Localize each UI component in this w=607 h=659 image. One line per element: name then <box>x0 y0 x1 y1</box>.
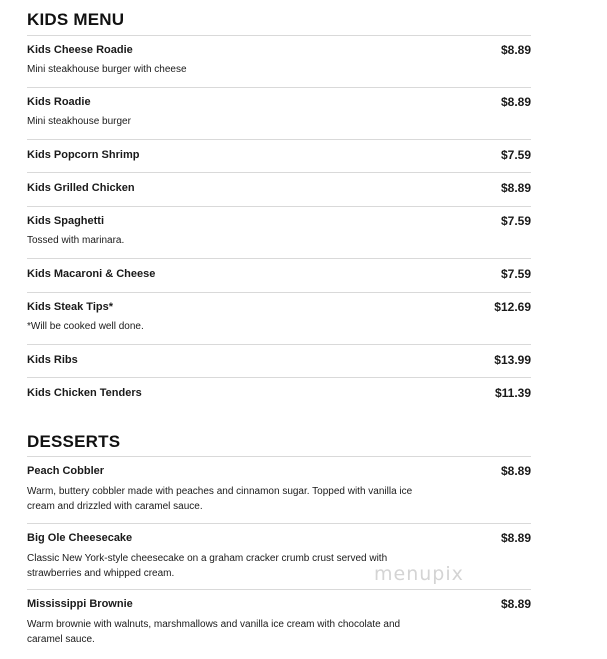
item-description: Classic New York-style cheesecake on a graham cracker crumb crust served with strawberries and whipped cream. <box>27 553 388 579</box>
menu-item <box>27 456 531 523</box>
menu-item <box>27 206 531 258</box>
item-price: $8.89 <box>500 95 531 109</box>
item-price: $7.59 <box>500 148 531 162</box>
menu <box>27 0 531 656</box>
item-price: $8.89 <box>500 181 531 195</box>
item-name: Kids Roadie <box>27 96 91 108</box>
item-price: $8.89 <box>500 531 531 545</box>
menu-item <box>27 172 531 206</box>
item-name: Kids Grilled Chicken <box>27 182 135 194</box>
menu-item <box>27 589 531 656</box>
item-description: Warm, buttery cobbler made with peaches and cinnamon sugar. Topped with vanilla ice cream and drizzled with caramel sauce. <box>27 486 413 512</box>
menu-item <box>27 87 531 139</box>
item-price: $8.89 <box>500 464 531 478</box>
item-name: Kids Spaghetti <box>27 215 105 227</box>
item-price: $8.89 <box>500 43 531 57</box>
menu-item <box>27 377 531 411</box>
item-description: *Will be cooked well done. <box>27 321 144 332</box>
item-name: Mississippi Brownie <box>27 598 133 610</box>
item-name: Kids Steak Tips* <box>27 301 113 313</box>
item-description: Warm brownie with walnuts, marshmallows and vanilla ice cream with chocolate and caramel sauce. <box>27 619 401 645</box>
item-name: Kids Popcorn Shrimp <box>27 149 140 161</box>
menu-item <box>27 344 531 377</box>
item-description: Mini steakhouse burger <box>27 116 131 127</box>
item-name: Big Ole Cheesecake <box>27 532 133 544</box>
item-name: Kids Macaroni & Cheese <box>27 268 156 280</box>
item-price: $7.59 <box>500 214 531 228</box>
item-price: $7.59 <box>500 267 531 281</box>
menu-item <box>27 139 531 172</box>
item-name: Kids Ribs <box>27 354 78 366</box>
menu-item <box>27 35 531 87</box>
item-description: Mini steakhouse burger with cheese <box>27 64 187 75</box>
menu-item <box>27 258 531 292</box>
menu-item <box>27 292 531 344</box>
item-price: $12.69 <box>494 300 531 314</box>
menupix-watermark: menupix <box>374 563 464 585</box>
kids-menu-title: KIDS MENU <box>27 10 125 29</box>
desserts-title: DESSERTS <box>27 432 121 451</box>
item-price: $11.39 <box>494 386 531 400</box>
item-description: Tossed with marinara. <box>27 235 125 246</box>
item-price: $8.89 <box>500 597 531 611</box>
item-price: $13.99 <box>494 353 531 367</box>
item-name: Kids Chicken Tenders <box>27 387 142 399</box>
item-name: Kids Cheese Roadie <box>27 44 133 56</box>
item-name: Peach Cobbler <box>27 465 105 477</box>
